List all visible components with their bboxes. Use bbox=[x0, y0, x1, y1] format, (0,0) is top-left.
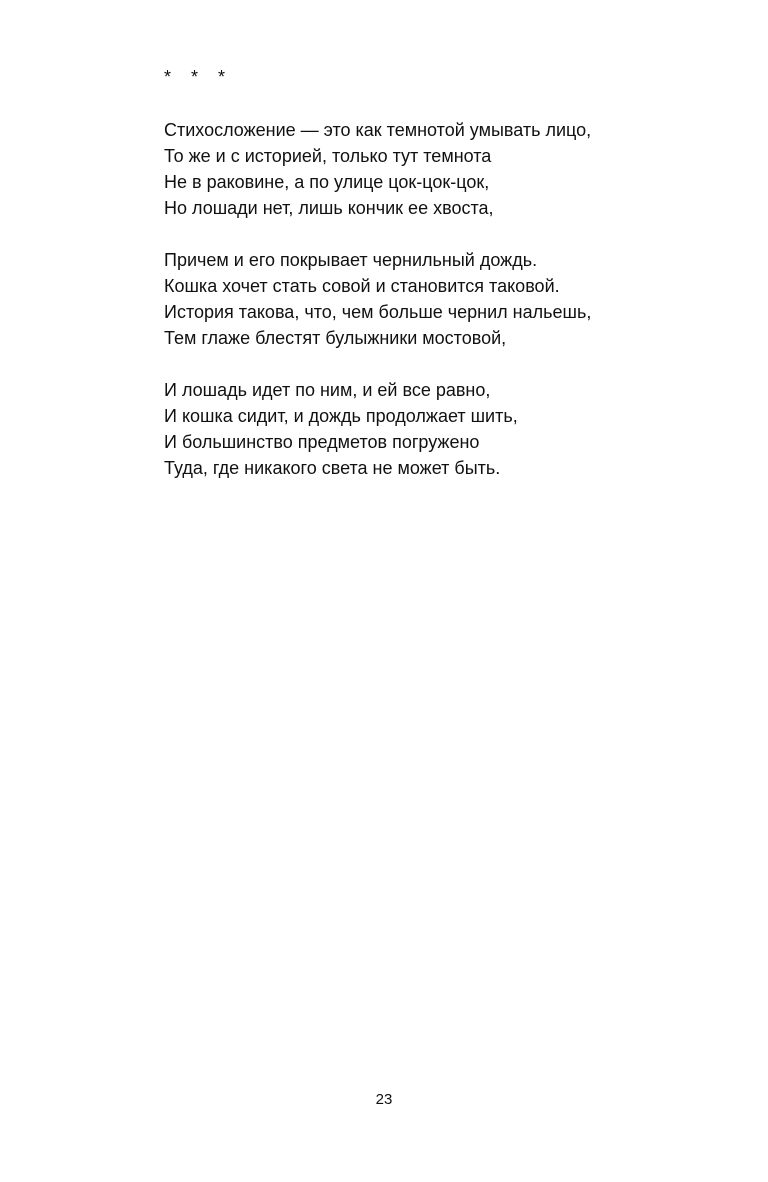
poem-line: История такова, что, чем больше чернил нальешь, bbox=[164, 302, 592, 322]
poem-line: Не в раковине, а по улице цок-цок-цок, bbox=[164, 172, 490, 192]
poem-line: То же и с историей, только тут темнота bbox=[164, 146, 492, 166]
poem-line: И большинство предметов погружено bbox=[164, 432, 480, 452]
stanza-1 bbox=[164, 117, 724, 221]
poem-line: Кошка хочет стать совой и становится таковой. bbox=[164, 276, 560, 296]
page-number: 23 bbox=[375, 1091, 393, 1108]
poem-line: Но лошади нет, лишь кончик ее хвоста, bbox=[164, 198, 494, 218]
poem-line: Стихосложение — это как темнотой умывать лицо, bbox=[164, 120, 592, 140]
section-asterisks: * * * bbox=[164, 67, 226, 87]
poem-line: Причем и его покрывает чернильный дождь. bbox=[164, 250, 538, 270]
poem-line: И лошадь идет по ним, и ей все равно, bbox=[164, 380, 491, 400]
stanza-3 bbox=[164, 377, 724, 481]
poem bbox=[164, 64, 724, 507]
poem-line: Тем глаже блестят булыжники мостовой, bbox=[164, 328, 507, 348]
stanza-2 bbox=[164, 247, 724, 351]
poem-line: Туда, где никакого света не может быть. bbox=[164, 458, 501, 478]
poem-line: И кошка сидит, и дождь продолжает шить, bbox=[164, 406, 518, 426]
